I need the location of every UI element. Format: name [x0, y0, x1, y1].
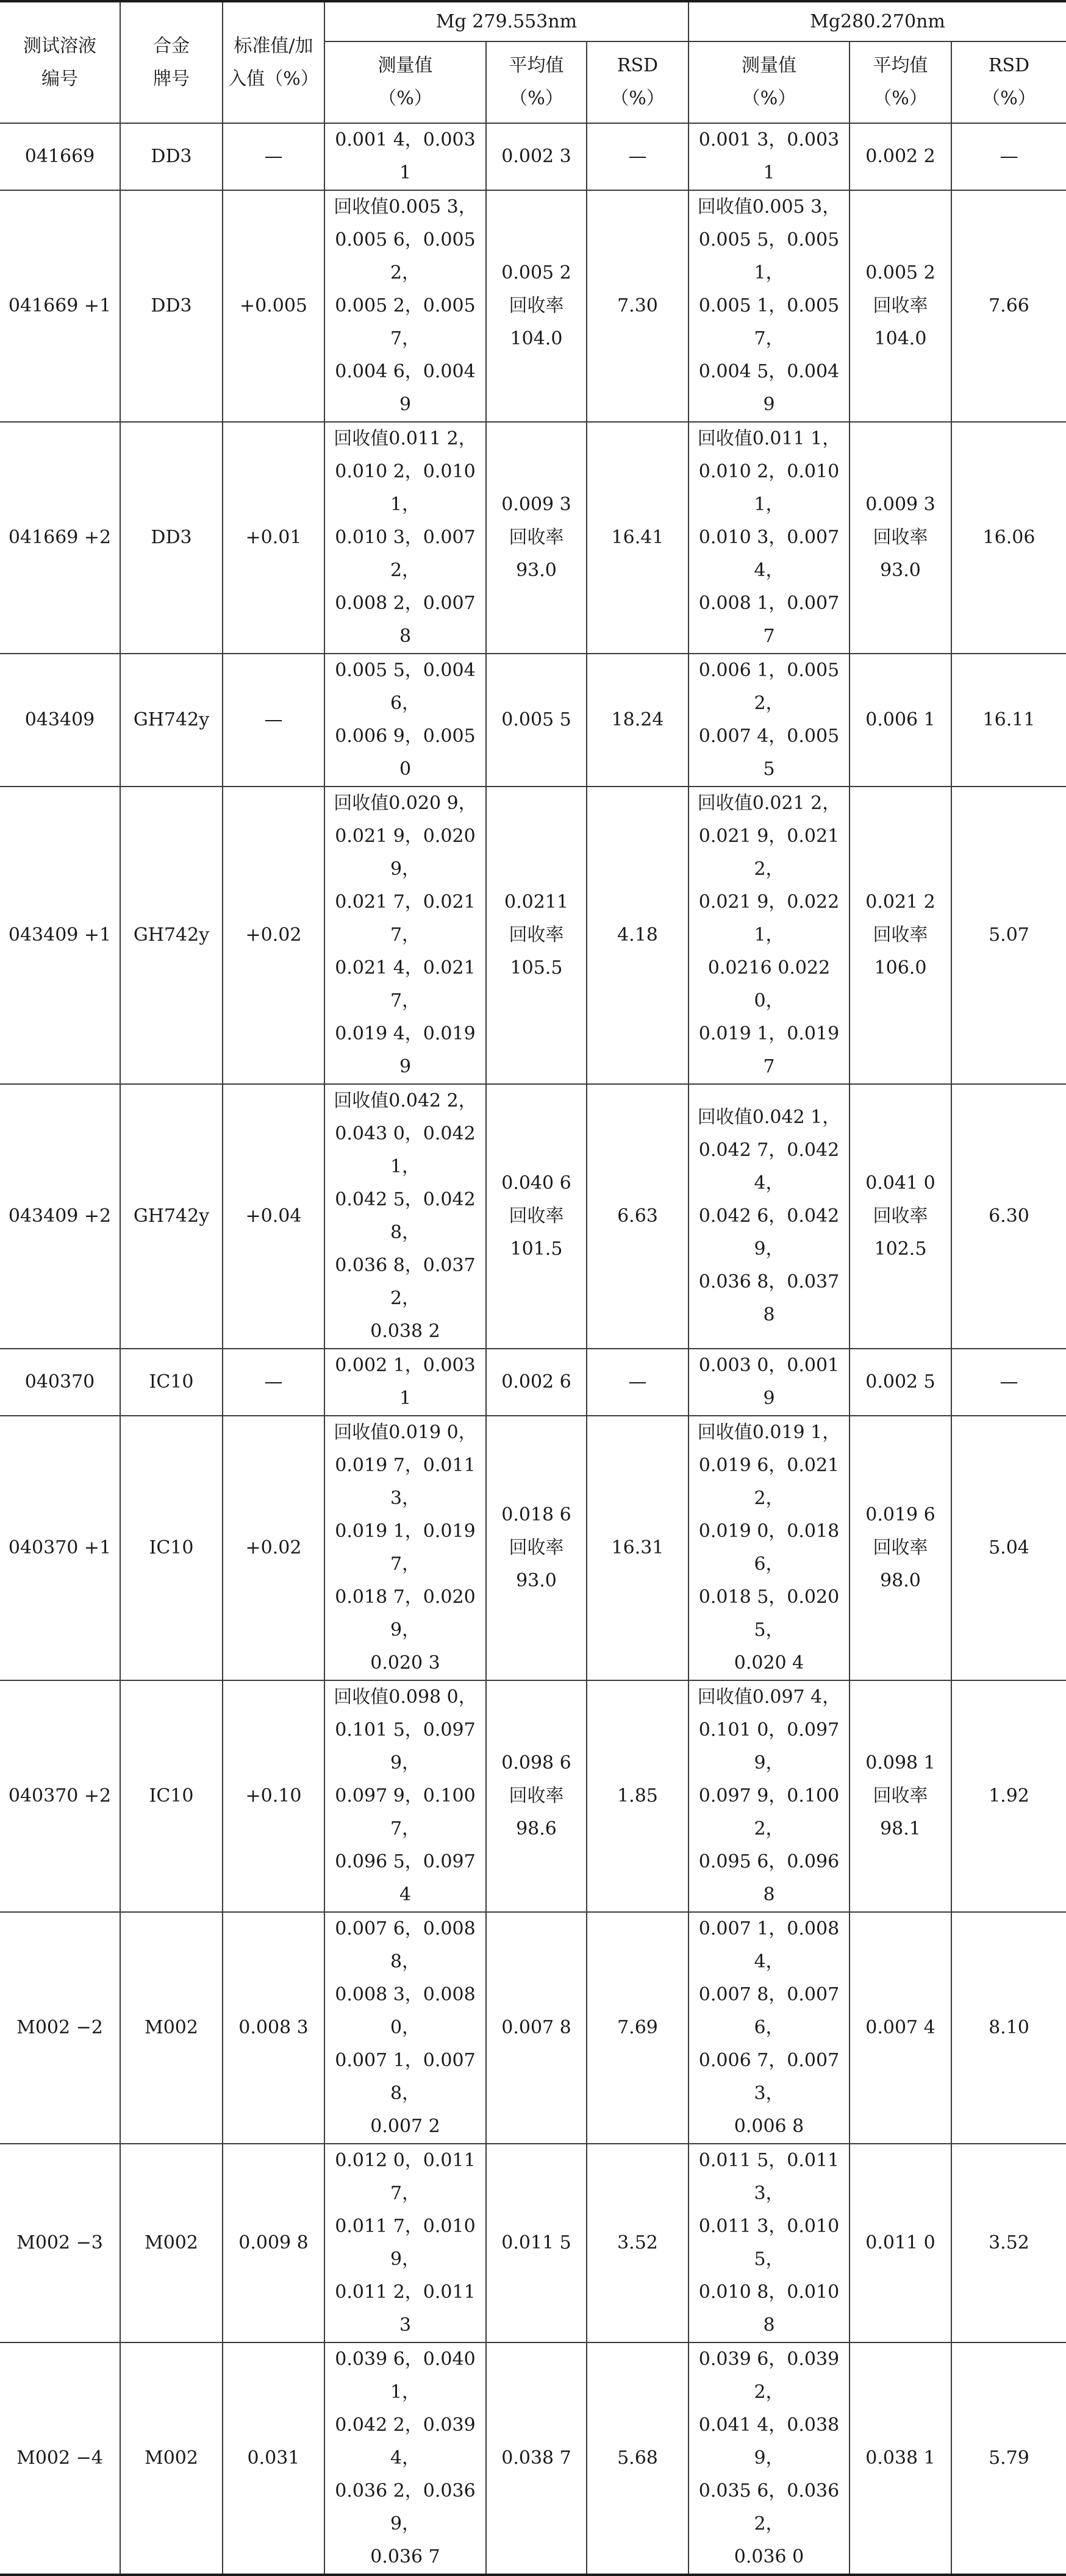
measured-279-cell: 0.007 6，0.008 8， 0.008 3，0.008 0， 0.007 1，0.007 8， 0.007 2 [324, 1912, 486, 2144]
rsd-280-cell: 6.30 [951, 1084, 1066, 1349]
measured-280-cell: 0.003 0，0.001 9 [689, 1349, 850, 1416]
rsd-279-cell: 3.52 [587, 2144, 689, 2342]
table-row [0, 787, 1066, 1084]
average-279-cell: 0.005 2 回收率 104.0 [486, 190, 587, 422]
rsd-279-cell: — [587, 1349, 689, 1416]
measured-280-cell: 回收值0.011 1， 0.010 2，0.010 1， 0.010 3，0.007 4， 0.008 1，0.007 7 [689, 422, 850, 654]
average-279-cell: 0.002 3 [486, 123, 587, 190]
measured-280-cell: 0.006 1，0.005 2， 0.007 4，0.005 5 [689, 654, 850, 787]
std-added-cell: +0.01 [223, 422, 324, 654]
solution-no-cell: M002 −4 [0, 2342, 120, 2575]
average-279-cell: 0.009 3 回收率 93.0 [486, 422, 587, 654]
alloy-grade-cell: M002 [120, 1912, 223, 2144]
rsd-280-cell: 16.11 [951, 654, 1066, 787]
rsd-279-cell: 5.68 [587, 2342, 689, 2575]
measured-279-cell: 回收值0.042 2， 0.043 0，0.042 1， 0.042 5，0.042 8， 0.036 8，0.037 2， 0.038 2 [324, 1084, 486, 1349]
alloy-grade-cell: GH742y [120, 787, 223, 1084]
measured-280-cell: 回收值0.019 1， 0.019 6，0.021 2， 0.019 0，0.018 6， 0.018 5，0.020 5， 0.020 4 [689, 1416, 850, 1680]
average-279-cell: 0.005 5 [486, 654, 587, 787]
header-wavelength-1: Mg 279.553nm [324, 1, 689, 41]
solution-no-cell: 040370 +2 [0, 1680, 120, 1912]
std-added-cell: — [223, 654, 324, 787]
rsd-280-cell: 5.04 [951, 1416, 1066, 1680]
std-added-cell: — [223, 123, 324, 190]
header-measured-1: 测量值 （%） [324, 41, 486, 123]
alloy-grade-cell: DD3 [120, 190, 223, 422]
std-added-cell: — [223, 1349, 324, 1416]
average-279-cell: 0.002 6 [486, 1349, 587, 1416]
rsd-279-cell: 4.18 [587, 787, 689, 1084]
rsd-279-cell: 6.63 [587, 1084, 689, 1349]
rsd-280-cell: 1.92 [951, 1680, 1066, 1912]
rsd-280-cell: 3.52 [951, 2144, 1066, 2342]
average-280-cell: 0.007 4 [850, 1912, 951, 2144]
alloy-grade-cell: DD3 [120, 422, 223, 654]
average-279-cell: 0.0211 回收率 105.5 [486, 787, 587, 1084]
average-280-cell: 0.005 2 回收率 104.0 [850, 190, 951, 422]
measured-280-cell: 回收值0.021 2， 0.021 9，0.021 2， 0.021 9，0.022 1， 0.0216 0.022 0， 0.019 1，0.019 7 [689, 787, 850, 1084]
table-row [0, 654, 1066, 787]
table-row [0, 123, 1066, 190]
measured-280-cell: 回收值0.005 3， 0.005 5，0.005 1， 0.005 1，0.005 7， 0.004 5，0.004 9 [689, 190, 850, 422]
measured-280-cell: 0.001 3，0.003 1 [689, 123, 850, 190]
measured-279-cell: 回收值0.011 2， 0.010 2，0.010 1， 0.010 3，0.007 2， 0.008 2，0.007 8 [324, 422, 486, 654]
average-279-cell: 0.040 6 回收率 101.5 [486, 1084, 587, 1349]
measured-279-cell: 0.039 6，0.040 1， 0.042 2，0.039 4， 0.036 2，0.036 9， 0.036 7 [324, 2342, 486, 2575]
solution-no-cell: 043409 +2 [0, 1084, 120, 1349]
header-solution-no: 测试溶液 编号 [0, 1, 120, 123]
header-row-1 [0, 1, 1066, 41]
average-280-cell: 0.002 5 [850, 1349, 951, 1416]
table-row [0, 2144, 1066, 2342]
rsd-280-cell: 5.79 [951, 2342, 1066, 2575]
measured-279-cell: 回收值0.019 0， 0.019 7，0.011 3， 0.019 1，0.019 7， 0.018 7，0.020 9， 0.020 3 [324, 1416, 486, 1680]
solution-no-cell: 041669 +1 [0, 190, 120, 422]
solution-no-cell: 040370 [0, 1349, 120, 1416]
header-rsd-2: RSD （%） [951, 41, 1066, 123]
solution-no-cell: M002 −2 [0, 1912, 120, 2144]
rsd-279-cell: 7.30 [587, 190, 689, 422]
measured-279-cell: 回收值0.005 3， 0.005 6，0.005 2， 0.005 2，0.005 7， 0.004 6，0.004 9 [324, 190, 486, 422]
average-279-cell: 0.038 7 [486, 2342, 587, 2575]
measured-279-cell: 0.002 1，0.003 1 [324, 1349, 486, 1416]
average-280-cell: 0.098 1 回收率 98.1 [850, 1680, 951, 1912]
rsd-279-cell: — [587, 123, 689, 190]
solution-no-cell: 043409 [0, 654, 120, 787]
rsd-280-cell: — [951, 123, 1066, 190]
measured-279-cell: 回收值0.020 9， 0.021 9，0.020 9， 0.021 7，0.021 7， 0.021 4，0.021 7， 0.019 4，0.019 9 [324, 787, 486, 1084]
header-alloy-grade: 合金 牌号 [120, 1, 223, 123]
header-std-added: 标准值/加 入值（%） [223, 1, 324, 123]
rsd-280-cell: 8.10 [951, 1912, 1066, 2144]
table-row [0, 1416, 1066, 1680]
std-added-cell: 0.009 8 [223, 2144, 324, 2342]
average-280-cell: 0.038 1 [850, 2342, 951, 2575]
rsd-280-cell: — [951, 1349, 1066, 1416]
average-279-cell: 0.007 8 [486, 1912, 587, 2144]
header-average-1: 平均值 （%） [486, 41, 587, 123]
alloy-grade-cell: DD3 [120, 123, 223, 190]
table-row [0, 422, 1066, 654]
std-added-cell: +0.02 [223, 787, 324, 1084]
header-average-2: 平均值 （%） [850, 41, 951, 123]
solution-no-cell: 040370 +1 [0, 1416, 120, 1680]
table-row [0, 190, 1066, 422]
solution-no-cell: 041669 [0, 123, 120, 190]
measured-279-cell: 回收值0.098 0， 0.101 5，0.097 9， 0.097 9，0.100 7， 0.096 5，0.097 4 [324, 1680, 486, 1912]
table-row [0, 2342, 1066, 2575]
measured-280-cell: 0.039 6，0.039 2， 0.041 4，0.038 9， 0.035 6，0.036 2， 0.036 0 [689, 2342, 850, 2575]
rsd-280-cell: 7.66 [951, 190, 1066, 422]
alloy-grade-cell: IC10 [120, 1680, 223, 1912]
std-added-cell: +0.04 [223, 1084, 324, 1349]
alloy-grade-cell: GH742y [120, 1084, 223, 1349]
average-280-cell: 0.011 0 [850, 2144, 951, 2342]
measured-279-cell: 0.001 4，0.003 1 [324, 123, 486, 190]
rsd-279-cell: 7.69 [587, 1912, 689, 2144]
header-rsd-1: RSD （%） [587, 41, 689, 123]
header-wavelength-2: Mg280.270nm [689, 1, 1066, 41]
table-row [0, 1680, 1066, 1912]
average-280-cell: 0.002 2 [850, 123, 951, 190]
solution-no-cell: M002 −3 [0, 2144, 120, 2342]
average-279-cell: 0.018 6 回收率 93.0 [486, 1416, 587, 1680]
header-measured-2: 测量值 （%） [689, 41, 850, 123]
average-279-cell: 0.098 6 回收率 98.6 [486, 1680, 587, 1912]
alloy-grade-cell: M002 [120, 2144, 223, 2342]
rsd-279-cell: 16.41 [587, 422, 689, 654]
measured-280-cell: 回收值0.042 1， 0.042 7，0.042 4， 0.042 6，0.042 9， 0.036 8，0.037 8 [689, 1084, 850, 1349]
measured-279-cell: 0.012 0，0.011 7， 0.011 7，0.010 9， 0.011 2，0.011 3 [324, 2144, 486, 2342]
rsd-279-cell: 1.85 [587, 1680, 689, 1912]
rsd-279-cell: 16.31 [587, 1416, 689, 1680]
std-added-cell: +0.10 [223, 1680, 324, 1912]
measured-280-cell: 0.007 1，0.008 4， 0.007 8，0.007 6， 0.006 7，0.007 3， 0.006 8 [689, 1912, 850, 2144]
table-body [0, 1, 1066, 2575]
alloy-grade-cell: IC10 [120, 1416, 223, 1680]
average-280-cell: 0.006 1 [850, 654, 951, 787]
alloy-grade-cell: GH742y [120, 654, 223, 787]
average-280-cell: 0.021 2 回收率 106.0 [850, 787, 951, 1084]
rsd-280-cell: 5.07 [951, 787, 1066, 1084]
std-added-cell: 0.008 3 [223, 1912, 324, 2144]
average-280-cell: 0.019 6 回收率 98.0 [850, 1416, 951, 1680]
solution-no-cell: 043409 +1 [0, 787, 120, 1084]
rsd-280-cell: 16.06 [951, 422, 1066, 654]
table-row [0, 1084, 1066, 1349]
measured-279-cell: 0.005 5，0.004 6， 0.006 9，0.005 0 [324, 654, 486, 787]
average-279-cell: 0.011 5 [486, 2144, 587, 2342]
table-row [0, 1349, 1066, 1416]
table-row [0, 1912, 1066, 2144]
alloy-grade-cell: IC10 [120, 1349, 223, 1416]
measured-280-cell: 0.011 5，0.011 3， 0.011 3，0.010 5， 0.010 8，0.010 8 [689, 2144, 850, 2342]
average-280-cell: 0.041 0 回收率 102.5 [850, 1084, 951, 1349]
std-added-cell: 0.031 [223, 2342, 324, 2575]
std-added-cell: +0.005 [223, 190, 324, 422]
alloy-grade-cell: M002 [120, 2342, 223, 2575]
solution-no-cell: 041669 +2 [0, 422, 120, 654]
std-added-cell: +0.02 [223, 1416, 324, 1680]
average-280-cell: 0.009 3 回收率 93.0 [850, 422, 951, 654]
rsd-279-cell: 18.24 [587, 654, 689, 787]
measured-280-cell: 回收值0.097 4， 0.101 0，0.097 9， 0.097 9，0.100 2， 0.095 6，0.096 8 [689, 1680, 850, 1912]
